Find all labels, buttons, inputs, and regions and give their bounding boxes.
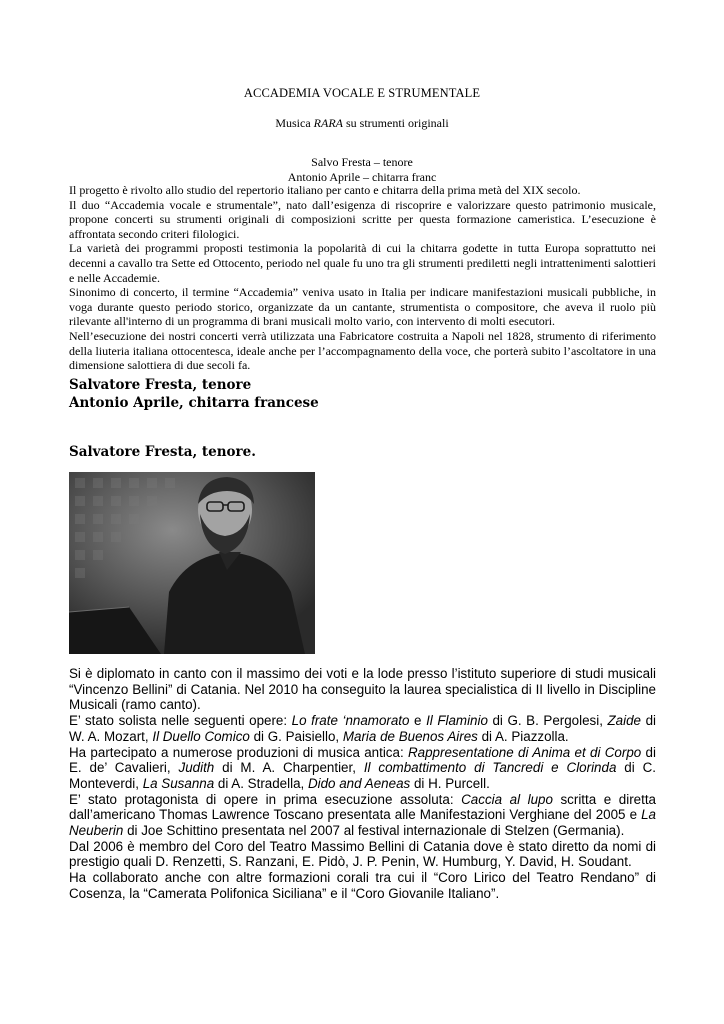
work-title: Maria de Buenos Aires — [342, 728, 478, 744]
bio-text: Ha partecipato a numerose produzioni di musica antica: — [69, 744, 408, 760]
bio-paragraph-soloist — [69, 713, 656, 744]
intro-paragraph: Nell’esecuzione dei nostri concerti verrà utilizzata una Fabricatore costruita a Napoli nel 1828, strumento di riferimento della liuteria italiana ottocentesca, ideale anche per l’accompagnamento della voce, che porterà subito l’ascoltatore in una dimensione salottiera di due secoli fa. — [69, 328, 656, 373]
work-title: Il combattimento di Tancredi e Clorinda — [363, 760, 617, 776]
bio-text: di W. A. Mozart, — [69, 713, 656, 744]
work-title: La Neuberin — [69, 807, 656, 839]
bio-text: scritta e diretta dall’americano Thomas Lawrence Toscano presentata alle Manifestazioni Verghiane del 2005 e — [69, 791, 656, 823]
subtitle-suffix: su strumenti originali — [343, 116, 449, 130]
bio-text: di Joe Schittino presentata nel 2007 al festival internazionale di Stelzen (Germania). — [123, 823, 625, 839]
work-title: Rappresentatione di Anima et di Corpo — [407, 744, 642, 760]
biography-heading: Salvatore Fresta, tenore. — [69, 444, 256, 460]
work-title: Caccia al lupo — [461, 791, 553, 807]
document-title: ACCADEMIA VOCALE E STRUMENTALE — [243, 86, 481, 100]
work-title: Il Duello Comico — [152, 728, 250, 744]
bio-text: di H. Purcell. — [410, 775, 490, 791]
bio-paragraph-collaborations: Ha collaborato anche con altre formazioni corali tra cui il “Coro Lirico del Teatro Rendano” di Cosenza, la “Camerata Polifonica Siciliana” e il “Coro Giovanile Italiano”. — [69, 870, 656, 901]
bio-text: di A. Piazzolla. — [477, 728, 569, 744]
bio-text: E’ stato protagonista di opere in prima esecuzione assoluta: — [69, 791, 462, 807]
bio-paragraph-early-music — [69, 745, 656, 792]
bio-text: E’ stato solista nelle seguenti opere: — [69, 713, 292, 729]
work-title: Judith — [178, 760, 215, 776]
subtitle-prefix: Musica — [275, 116, 314, 130]
member-tenor: Salvatore Fresta, tenore — [69, 377, 252, 393]
member-guitar: Antonio Aprile, chitarra francese — [69, 394, 319, 411]
bio-text: e — [409, 713, 427, 729]
biography-text — [69, 666, 656, 902]
performer-line-voice: Salvo Fresta – tenore — [311, 155, 413, 169]
work-title: Lo frate ‘nnamorato — [291, 713, 410, 729]
intro-paragraph: Il duo “Accademia vocale e strumentale”, nato dall’esigenza di riscoprire e valorizzare questo patrimonio musicale, propone concerti su strumenti originali di composizioni scritte per questa formazione cameristica. L’esecuzione è affrontata secondo criteri filologici. — [69, 197, 656, 241]
intro-paragraph: Sinonimo di concerto, il termine “Accademia” veniva usato in Italia per indicare manifestazioni musicali pubbliche, in voga durante questo periodo storico, organizzate da un cantante, strumentista o compositore, che aveva il ruolo più rilevante all'interno di un programma di brani musicali molto vario, con intervento di molti esecutori. — [69, 285, 656, 329]
duo-members — [69, 377, 319, 412]
tenor-portrait-photo — [69, 472, 315, 654]
bio-text: di M. A. Charpentier, — [214, 760, 364, 776]
work-title: Dido and Aeneas — [307, 775, 411, 791]
bio-paragraph-choir: Dal 2006 è membro del Coro del Teatro Massimo Bellini di Catania dove è stato diretto da nomi di prestigio quali D. Renzetti, S. Ranzani, E. Pidò, J. P. Penin, W. Humburg, Y. David, H. Soudant. — [69, 838, 656, 870]
work-title: Zaide — [607, 713, 641, 729]
bio-text: di E. de’ Cavalieri, — [69, 744, 656, 776]
bio-text: di C. Monteverdi, — [69, 760, 656, 791]
bio-paragraph-education: Si è diplomato in canto con il massimo dei voti e la lode presso l’istituto superiore di studi musicali “Vincenzo Bellini” di Catania. Nel 2010 ha conseguito la laurea specialistica di II livello in Discipline Musicali (ramo canto). — [69, 666, 656, 713]
bio-text: di G. Paisiello, — [249, 728, 343, 744]
bio-paragraph-premieres — [69, 792, 656, 839]
subtitle-emphasis: RARA — [313, 116, 343, 130]
document-subtitle — [0, 116, 724, 131]
work-title: Il Flaminio — [426, 713, 488, 729]
bio-text: di A. Stradella, — [214, 775, 308, 791]
work-title: La Susanna — [142, 775, 215, 791]
intro-paragraph: Il progetto è rivolto allo studio del repertorio italiano per canto e chitarra della prima metà del XIX secolo. — [69, 183, 581, 197]
performer-line-guitar: Antonio Aprile – chitarra franc — [287, 170, 437, 184]
project-description — [69, 183, 656, 373]
bio-text: di G. B. Pergolesi, — [487, 713, 608, 729]
intro-paragraph: La varietà dei programmi proposti testimonia la popolarità di cui la chitarra godette in tutta Europa soprattutto nei decenni a cavallo tra Sette ed Ottocento, periodo nel quale fu uno tra gli strumenti prediletti negli intrattenimenti salottieri e nelle Accademie. — [69, 241, 656, 285]
